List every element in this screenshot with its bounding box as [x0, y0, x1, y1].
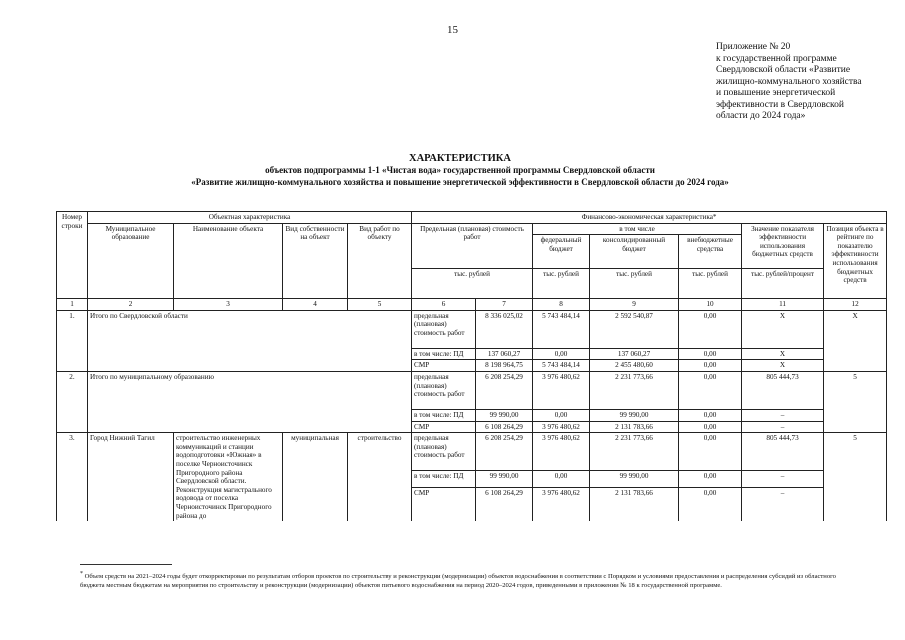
header-rating: Позиция объекта в рейтинге по показателю эффективности использования бюджетных средств [824, 223, 887, 299]
offbudget-value: 0,00 [679, 360, 742, 372]
offbudget-value: 0,00 [679, 487, 742, 521]
table-row [57, 310, 887, 348]
rating-value: 5 [824, 371, 887, 432]
indicator-value: X [742, 360, 824, 372]
column-number: 12 [824, 299, 887, 311]
unit-consolidated: тыс. рублей [590, 269, 679, 299]
characteristics-table [56, 211, 887, 521]
consolidated-value: 2 231 773,66 [590, 433, 679, 471]
header-ownership: Вид собственности на объект [283, 223, 348, 299]
consolidated-value: 2 131 783,66 [590, 487, 679, 521]
column-number: 4 [283, 299, 348, 311]
cost-type: предельная (плановая) стоимость работ [412, 310, 476, 348]
cost-type: предельная (плановая) стоимость работ [412, 371, 476, 409]
column-number: 9 [590, 299, 679, 311]
federal-value: 0,00 [533, 409, 590, 421]
heading-line-2: «Развитие жилищно-коммунального хозяйства и повышение энергетической эффективности в Свердловской области до 2024 года» [191, 176, 729, 187]
header-row-2 [57, 223, 887, 235]
header-row-1 [57, 212, 887, 224]
federal-value: 5 743 484,14 [533, 360, 590, 372]
consolidated-value: 2 231 773,66 [590, 371, 679, 409]
federal-value: 0,00 [533, 348, 590, 360]
offbudget-value: 0,00 [679, 421, 742, 433]
federal-value: 3 976 480,62 [533, 371, 590, 409]
federal-value: 3 976 480,62 [533, 433, 590, 471]
document-heading [40, 152, 880, 188]
header-work-type: Вид работ по объекту [348, 223, 412, 299]
page-number: 15 [447, 24, 458, 36]
row-number: 1. [57, 310, 88, 371]
rating-value: X [824, 310, 887, 371]
footnote-mark: * [80, 571, 83, 577]
header-row-number: Номер строки [57, 212, 88, 299]
total-value: 6 108 264,29 [476, 487, 533, 521]
total-value: 6 208 254,29 [476, 371, 533, 409]
column-number: 6 [412, 299, 476, 311]
offbudget-value: 0,00 [679, 433, 742, 471]
appendix-line: Свердловской области «Развитие [716, 65, 851, 75]
total-value: 8 198 964,75 [476, 360, 533, 372]
appendix-line: и повышение энергетической [716, 88, 836, 98]
consolidated-value: 99 990,00 [590, 471, 679, 487]
consolidated-value: 137 060,27 [590, 348, 679, 360]
indicator-value: – [742, 409, 824, 421]
federal-value: 3 976 480,62 [533, 421, 590, 433]
header-object-characteristic: Объектная характеристика [88, 212, 412, 224]
cost-type: СМР [412, 487, 476, 521]
indicator-value: – [742, 487, 824, 521]
offbudget-value: 0,00 [679, 348, 742, 360]
object-name-cell: строительство инженерных коммуникаций и станции водоподготовки «Южная» в поселке Черноисточинск Пригородного района Свердловской области. Реконструкция магистрального водовода от поселка Черноисточинск Пригородного района до [174, 433, 283, 521]
unit-federal: тыс. рублей [533, 269, 590, 299]
indicator-value: X [742, 348, 824, 360]
appendix-line: к государственной программе [716, 53, 837, 64]
consolidated-value: 2 131 783,66 [590, 421, 679, 433]
ownership-cell: муниципальная [283, 433, 348, 521]
header-offbudget: внебюджетные средства [679, 235, 742, 269]
rating-value: 5 [824, 433, 887, 521]
column-number: 1 [57, 299, 88, 311]
total-value: 137 060,27 [476, 348, 533, 360]
header-consolidated: консолидированный бюджет [590, 235, 679, 269]
offbudget-value: 0,00 [679, 409, 742, 421]
header-object-name: Наименование объекта [174, 223, 283, 299]
federal-value: 5 743 484,14 [533, 310, 590, 348]
row-number: 3. [57, 433, 88, 521]
offbudget-value: 0,00 [679, 310, 742, 348]
cost-type: в том числе: ПД [412, 471, 476, 487]
footnote-divider [80, 564, 172, 565]
cost-type: в том числе: ПД [412, 348, 476, 360]
consolidated-value: 2 455 480,60 [590, 360, 679, 372]
consolidated-value: 2 592 540,87 [590, 310, 679, 348]
row-number: 2. [57, 371, 88, 432]
total-value: 8 336 025,02 [476, 310, 533, 348]
footnote-text: Объем средств на 2021–2024 годы будет откорректирован по результатам отборов проектов по строительству и реконструкции (модернизации) объектов водоснабжения в соответствии с Порядком и условиями предоставления и распределения субсидий из областного бюджета местным бюджетам на мероприятия по строительству и реконструкции (модернизации) объектов питьевого водоснабжения на период 2020–2024 годов, приведенными в приложении № 18 к государственной программе. [80, 573, 836, 590]
table-row [57, 433, 887, 471]
footnote [80, 570, 840, 590]
consolidated-value: 99 990,00 [590, 409, 679, 421]
offbudget-value: 0,00 [679, 471, 742, 487]
appendix-line: Приложение № 20 [716, 42, 791, 52]
table-row [57, 371, 887, 409]
indicator-value: X [742, 310, 824, 348]
indicator-value: 805 444,73 [742, 433, 824, 471]
appendix-line: эффективности в Свердловской [716, 99, 845, 110]
column-number: 7 [476, 299, 533, 311]
indicator-value: – [742, 421, 824, 433]
offbudget-value: 0,00 [679, 371, 742, 409]
cost-type: предельная (плановая) стоимость работ [412, 433, 476, 471]
indicator-value: – [742, 471, 824, 487]
column-number: 8 [533, 299, 590, 311]
total-value: 99 990,00 [476, 471, 533, 487]
column-numbers-row [57, 299, 887, 311]
heading-line-1: объектов подпрограммы 1-1 «Чистая вода» государственной программы Свердловской области [265, 165, 655, 175]
cost-type: СМР [412, 421, 476, 433]
column-number: 5 [348, 299, 412, 311]
header-financial-characteristic: Финансово-экономическая характеристика* [412, 212, 887, 224]
unit-indicator: тыс. рублей/процент [742, 269, 824, 299]
total-value: 6 208 254,29 [476, 433, 533, 471]
header-max-cost: Предельная (плановая) стоимость работ [412, 223, 533, 269]
appendix-note [716, 42, 896, 123]
appendix-line: области до 2024 года» [716, 111, 806, 121]
header-including: в том числе [533, 223, 742, 235]
cost-type: СМР [412, 360, 476, 372]
total-value: 6 108 264,29 [476, 421, 533, 433]
total-value: 99 990,00 [476, 409, 533, 421]
cost-type: в том числе: ПД [412, 409, 476, 421]
header-indicator: Значение показателя эффективности использования бюджетных средств [742, 223, 824, 269]
row-label: Итого по муниципальному образованию [88, 371, 412, 432]
header-municipality: Муниципальное образование [88, 223, 174, 299]
work-type-cell: строительство [348, 433, 412, 521]
column-number: 3 [174, 299, 283, 311]
federal-value: 0,00 [533, 471, 590, 487]
header-federal: федеральный бюджет [533, 235, 590, 269]
municipality-cell: Город Нижний Тагил [88, 433, 174, 521]
appendix-line: жилищно-коммунального хозяйства [716, 76, 862, 87]
column-number: 11 [742, 299, 824, 311]
federal-value: 3 976 480,62 [533, 487, 590, 521]
row-label: Итого по Свердловской области [88, 310, 412, 371]
indicator-value: 805 444,73 [742, 371, 824, 409]
unit-max-cost: тыс. рублей [412, 269, 533, 299]
unit-offbudget: тыс. рублей [679, 269, 742, 299]
document-title: ХАРАКТЕРИСТИКА [409, 153, 511, 164]
column-number: 2 [88, 299, 174, 311]
column-number: 10 [679, 299, 742, 311]
